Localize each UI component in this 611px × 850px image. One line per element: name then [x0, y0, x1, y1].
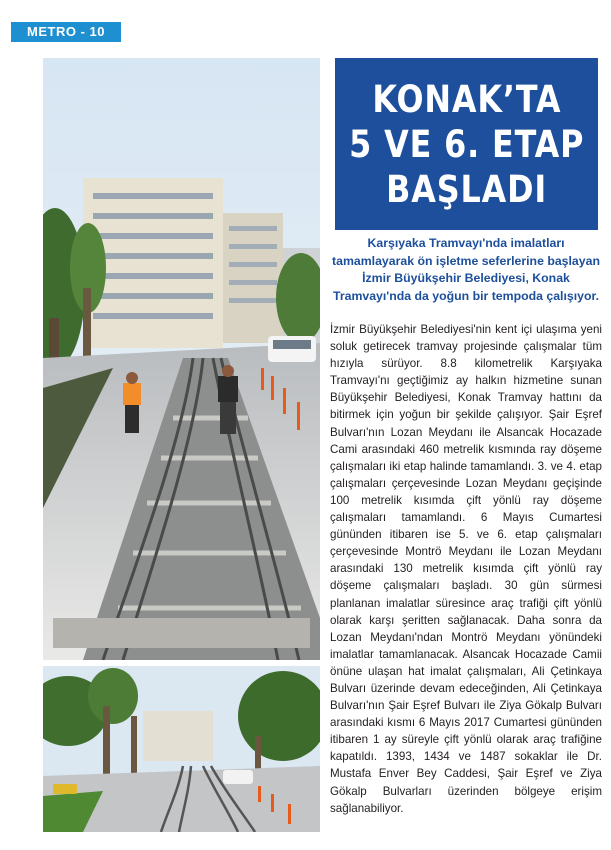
headline-banner: [335, 58, 598, 230]
headline-line-3: BAŞLADI: [386, 167, 547, 211]
headline-line-2: 5 VE 6. ETAP: [348, 122, 585, 166]
tram-track-construction-photo: [43, 58, 320, 660]
tram-line-boulevard-photo: [43, 666, 320, 832]
article-body: İzmir Büyükşehir Belediyesi'nin kent içi ulaşıma yeni soluk getirecek tramvay projesinde çalışmalar tüm hızıyla sürüyor. 8.8 kilometrelik Karşıyaka Tramvayı'nı geçtiğimiz ay halkın hizmetine sunan Büyükşehir Belediyesi, Konak Tramvay hattını da bitirmek için yoğun bir şekilde çalışıyor. Şair Eşref Bulvarı'nın Lozan Meydanı ile Alsancak Hocazade Cami arasındaki 460 metrelik kısmında ray döşeme çalışmaları iki etap halinde tamamlandı. 3. ve 4. etap çalışmaları çerçevesinde Lozan Meydanı geçişinde 100 metrelik kısımda çift yönlü ray döşeme çalışmaları tamamlandı. 6 Mayıs Cumartesi gününden itibaren ise 5. ve 6. etap çalışmaları çerçevesinde Montrö Meydanı ile Lozan Meydanı arasındaki 130 metrelik kısımda çift yönlü ray döşeme çalışmaları başladı. 30 gün sürmesi planlanan imalatlar süresince araç trafiği çift yönlü olarak karşı şeritten sağlanacak. Daha sonra da Lozan Meydanı'ndan Montrö Meydanı yönündeki imalatlar tamamlanacak. Alsancak Hocazade Camii önüne ulaşan hat imalat çalışmaları, Ali Çetinkaya Bulvarı üzerinde devam edeceğinden, Ali Çetinkaya Bulvarı'nın Şair Eşref Bulvarı ile Ziya Gökalp Bulvarı arasındaki kısmı 6 Mayıs 2017 Cumartesi gününden itibaren 1 ay süreyle çift yönlü olarak araç trafiğine kapatıldı. 1393, 1434 ve 1487 sokaklar ile Dr. Mustafa Enver Bey Caddesi, Şair Eşref ve Ziya Gökalp Bulvarları üzerinden bölgeye erişim sağlanabiliyor.: [330, 323, 602, 815]
headline-line-1: KONAK’TA: [371, 77, 562, 121]
section-label: METRO - 10: [11, 22, 121, 42]
lead-paragraph: Karşıyaka Tramvayı'nda imalatları tamamlayarak ön işletme seferlerine başlayan İzmir Büyükşehir Belediyesi, Konak Tramvayı'nda da yoğun bir tempoda çalışıyor.: [332, 236, 600, 303]
